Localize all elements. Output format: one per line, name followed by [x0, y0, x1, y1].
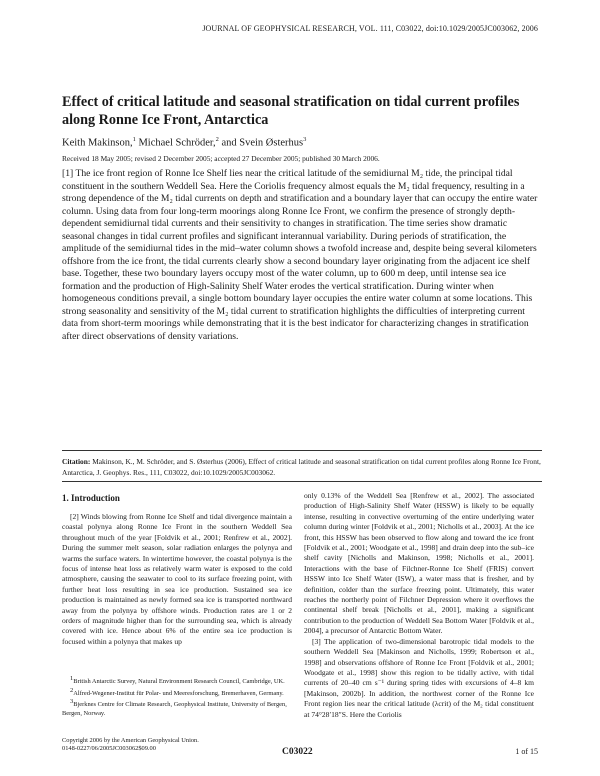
footnote-marker: 3	[70, 698, 74, 706]
divider	[62, 481, 542, 482]
footnote-text: Bjerknes Centre for Climate Research, Geophysical Institute, University of Bergen, Bergen, Norway.	[62, 701, 287, 718]
affiliation-marker: 3	[303, 136, 307, 143]
author-name: Michael Schröder,	[135, 137, 216, 149]
left-column	[62, 512, 292, 647]
author-list	[62, 136, 306, 149]
received-dates: Received 18 May 2005; revised 2 December 2005; accepted 27 December 2005; published 30 March 2006.	[62, 154, 380, 163]
article-title: Effect of critical latitude and seasonal stratification on tidal current profiles along Ronne Ice Front, Antarctica	[62, 94, 520, 128]
affiliation-marker: 2	[215, 136, 219, 143]
footnote-marker: 1	[70, 675, 74, 682]
body-paragraph: only 0.13% of the Weddell Sea [Renfrew et al., 2002]. The associated production of High-Salinity Shelf Water (HSSW) is likely to be equally intense, resulting in convective overturning of the entire underlying water column during winter [Foldvik et al., 2001; Nicholls et al., 2003]. At the ice front, this HSSW has been observed to flow along and toward the ice front [Foldvik et al., 2001; Woodgate et al., 1998] and drain deep into the sub–ice shelf cavity [Nicholls and Makinson, 1998; Nicholls et al., 2001]. Interactions with the base of Filchner-Ronne Ice Shelf (FRIS) convert HSSW into Ice Shelf Water (ISW), a water mass that is fresher, and by definition, colder than the surface freezing point. Ultimately, this water reaches the northerly point of Filchner Depression where it overflows the continental shelf break [Nicholls et al., 2001], making a significant contribution to the production of Weddell Sea Bottom Water [Foldvik et al., 2004], a precursor of Antarctic Bottom Water.	[304, 491, 534, 636]
article-id: C03022	[282, 747, 313, 757]
body-paragraph: [3] The application of two-dimensional barotropic tidal models to the southern Weddell Sea [Makinson and Nicholls, 1999; Robertson et al., 1998] and observations offshore of Ronne Ice Front [Foldvik et al., 2001; Woodgate et al., 1998] show this region to be tidally active, with tidal currents of 20–40 cm s⁻¹ during spring tides with excursions of 4–8 km [Makinson, 2002b]. In addition, the northwest corner of the Ronne Ice Front region lies near the critical latitude (λcrit) of the M₂ tidal constituent at 74°28′18″S. Here the Coriolis	[304, 636, 534, 719]
abstract	[62, 168, 542, 343]
footnote	[62, 675, 292, 687]
running-head: JOURNAL OF GEOPHYSICAL RESEARCH, VOL. 111, C03022, doi:10.1029/2005JC003062, 2006	[202, 24, 538, 33]
divider	[62, 450, 542, 451]
copyright-block	[62, 737, 199, 753]
footnote-marker: 2	[70, 686, 74, 694]
section-heading: 1. Introduction	[62, 493, 120, 503]
issn-line: 0148-0227/06/2005JC003062$09.00	[62, 745, 156, 753]
footnote-text: Alfred-Wegener-Institut für Polar- und Meeresforschung, Bremerhaven, Germany.	[73, 689, 284, 697]
abstract-text: The ice front region of Ronne Ice Shelf lies near the critical latitude of the semidiurnal M₂ tide, the principal tidal constituent in the southern Weddell Sea. Here the Coriolis frequency almost equals the M₂ tidal frequency, resulting in a strong dependence of the M₂ tidal currents on depth and stratification and a boundary layer that can occupy the entire water column. Using data from four long-term moorings along Ronne Ice Front, we confirm the presence of strongly depth-dependent semidiurnal tidal currents and their sensitivity to changes in stratification. The time series show dramatic seasonal changes in tidal current profiles and significant interannual variability. During periods of stratification, the amplitude of the semidiurnal tides in the mid–water column shows a twofold increase and, despite being several kilometers offshore from the ice front, the tidal currents clearly show a second boundary layer originating from the adjacent ice shelf base. Together, these two boundary layers occupy most of the water column, up to 600 m deep, until intense sea ice formation and the production of High-Salinity Shelf Water erodes the vertical stratification. During winter when homogeneous conditions prevail, a single bottom boundary layer occupies the entire water column at some locations. This strong seasonality and sensitivity of the M₂ tidal current to stratification highlights the difficulties of interpreting current data from short-term moorings while demonstrating that it is the best indicator for characterizing changes in stratification after direct observations of density variations.	[62, 168, 538, 342]
page-number: 1 of 15	[515, 747, 538, 756]
paragraph-marker: [1]	[62, 168, 74, 179]
body-paragraph: [2] Winds blowing from Ronne Ice Shelf and tidal divergence maintain a coastal polynya along Ronne Ice Front in the southern Weddell Sea throughout much of the year [Foldvik et al., 2001; Renfrew et al., 2002]. During the summer melt season, solar radiation enlarges the polynya and warms the surface waters. In wintertime however, the coastal polynya is the focus of intense heat loss as relatively warm water is exposed to the cold atmosphere, causing the seawater to cool to its surface freezing point, with further heat loss resulting in sea ice production. Sustained sea ice production is maintained as newly formed sea ice is transported northward away from the polynya by offshore winds. Production rates are 1 or 2 orders of magnitude higher than for the surrounding sea, which is already covered with ice. Hence about 6% of the entire sea ice production is focused within a polynya that makes up	[62, 512, 292, 646]
footnote	[62, 698, 292, 718]
author-name: Keith Makinson,	[62, 137, 133, 149]
affiliation-footnotes	[62, 675, 292, 719]
copyright-line: Copyright 2006 by the American Geophysical Union.	[62, 737, 199, 744]
footnote	[62, 687, 292, 699]
footnote-text: British Antarctic Survey, Natural Environment Research Council, Cambridge, UK.	[73, 678, 285, 686]
affiliation-marker: 1	[132, 136, 136, 143]
right-column	[304, 491, 534, 720]
citation-label: Citation:	[62, 457, 91, 466]
author-name: and Svein Østerhus	[218, 137, 304, 149]
citation-text: Makinson, K., M. Schröder, and S. Østerhus (2006), Effect of critical latitude and seasonal stratification on tidal current profiles along Ronne Ice Front, Antarctica, J. Geophys. Res., 111, C03022, doi:10.1029/2005JC003062.	[62, 457, 541, 477]
citation-block	[62, 456, 542, 478]
